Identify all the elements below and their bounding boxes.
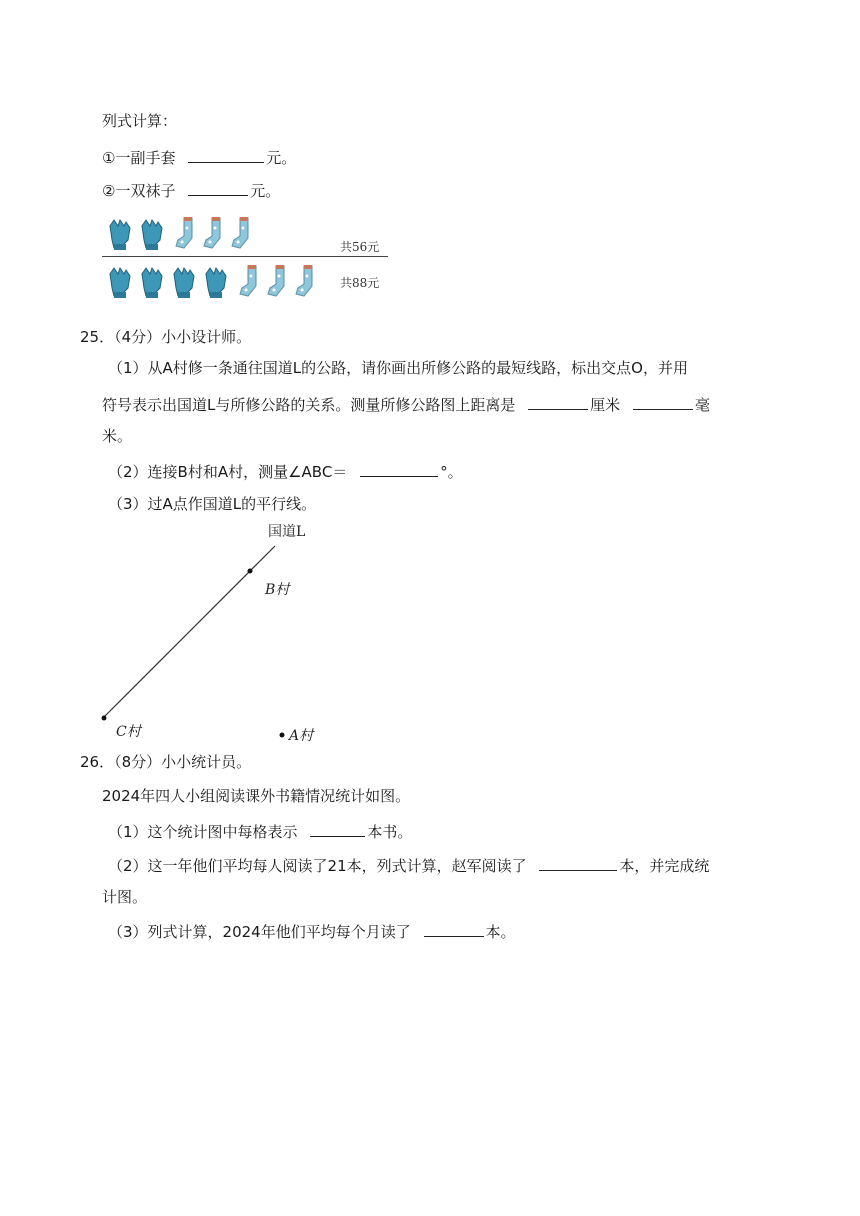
q26-part2-line1 [108, 854, 709, 876]
q26-intro [102, 786, 410, 806]
mm-unit-start: 毫 [694, 396, 710, 414]
q25-part1-line1 [108, 358, 688, 378]
angle-abc-blank[interactable] [360, 460, 438, 477]
q25-part2 [108, 460, 463, 482]
village-road-map [100, 518, 320, 746]
question-sock-text: ②一双袜子 [102, 182, 176, 200]
calc-instruction-text: 列式计算： [102, 112, 178, 130]
q26-part3-text: （3）列式计算，2024年他们平均每个月读了 [108, 923, 411, 941]
books-per-cell-blank[interactable] [310, 820, 365, 837]
q25-part1-text1: （1）从A村修一条通往国道L的公路，请你画出所修公路的最短线路，标出交点O，并用 [108, 359, 688, 377]
glove-price-blank[interactable] [188, 146, 264, 163]
map-drawing [100, 518, 320, 746]
village-b-label: B村 [265, 582, 290, 598]
q26-part2-text1: （2）这一年他们平均每人阅读了21本，列式计算，赵军阅读了 [108, 857, 527, 875]
question-glove-price [102, 146, 296, 168]
zhaojun-books-blank[interactable] [539, 854, 617, 871]
road-label: 国道L [268, 524, 306, 540]
q26-part3 [108, 920, 516, 942]
glove-icon [142, 268, 162, 298]
sock-icon [268, 265, 284, 296]
q25-header [80, 327, 251, 347]
price-bottom-label: 共88元 [340, 276, 380, 290]
calc-instruction [102, 111, 177, 131]
q25-part1-line3 [102, 426, 132, 446]
distance-cm-blank[interactable] [528, 393, 588, 410]
mm-unit-end: 米。 [102, 427, 133, 445]
village-c-label: C村 [116, 724, 141, 740]
q26-part1 [108, 820, 412, 842]
sock-icon [240, 265, 256, 296]
q25-part3 [108, 494, 316, 514]
q25-part1-line2 [102, 393, 710, 415]
village-a-point [280, 733, 285, 738]
question-sock-price [102, 179, 280, 201]
village-b-point [248, 569, 253, 574]
q26-part3-unit: 本。 [485, 923, 516, 941]
goods-row-bottom [102, 262, 332, 302]
q25-part3-text: （3）过A点作国道L的平行线。 [108, 495, 317, 513]
q26-intro-text: 2024年四人小组阅读课外书籍情况统计如图。 [102, 787, 411, 805]
degree-unit: °。 [440, 463, 463, 481]
glove-icon [206, 268, 226, 298]
village-c-point [102, 716, 107, 721]
q26-part1-unit: 本书。 [367, 823, 413, 841]
question-glove-text: ①一副手套 [102, 149, 176, 167]
distance-mm-blank[interactable] [633, 393, 693, 410]
monthly-average-blank[interactable] [424, 920, 484, 937]
q26-header [80, 752, 251, 772]
q25-part1-text2: 符号表示出国道L与所修公路的关系。测量所修公路图上距离是 [102, 396, 516, 414]
goods-row-top [102, 214, 272, 254]
glove-icon [110, 220, 130, 250]
q26-part1-text: （1）这个统计图中每格表示 [108, 823, 298, 841]
price-top-label: 共56元 [340, 240, 380, 254]
glove-icon [174, 268, 194, 298]
goods-bottom-icons [102, 262, 332, 302]
divider-line [102, 256, 388, 257]
village-a-label: A村 [289, 728, 314, 744]
q26-part2-line2 [102, 887, 147, 907]
sock-icon [176, 217, 192, 248]
goods-top-icons [102, 214, 272, 254]
sock-price-unit: 元。 [250, 182, 281, 200]
glove-icon [110, 268, 130, 298]
sock-price-blank[interactable] [188, 179, 248, 196]
sock-icon [204, 217, 220, 248]
cm-unit: 厘米 [590, 396, 621, 414]
sock-icon [296, 265, 312, 296]
sock-icon [232, 217, 248, 248]
glove-price-unit: 元。 [266, 149, 297, 167]
gloves-socks-picture [102, 212, 402, 304]
q25-part2-text: （2）连接B村和A村，测量∠ABC＝ [108, 463, 348, 481]
q26-header-text: 26．（8分）小小统计员。 [80, 753, 252, 771]
q26-part2-text2: 计图。 [102, 888, 148, 906]
q26-part2-text1-end: 本，并完成统 [619, 857, 710, 875]
q25-header-text: 25．（4分）小小设计师。 [80, 328, 252, 346]
glove-icon [142, 220, 162, 250]
